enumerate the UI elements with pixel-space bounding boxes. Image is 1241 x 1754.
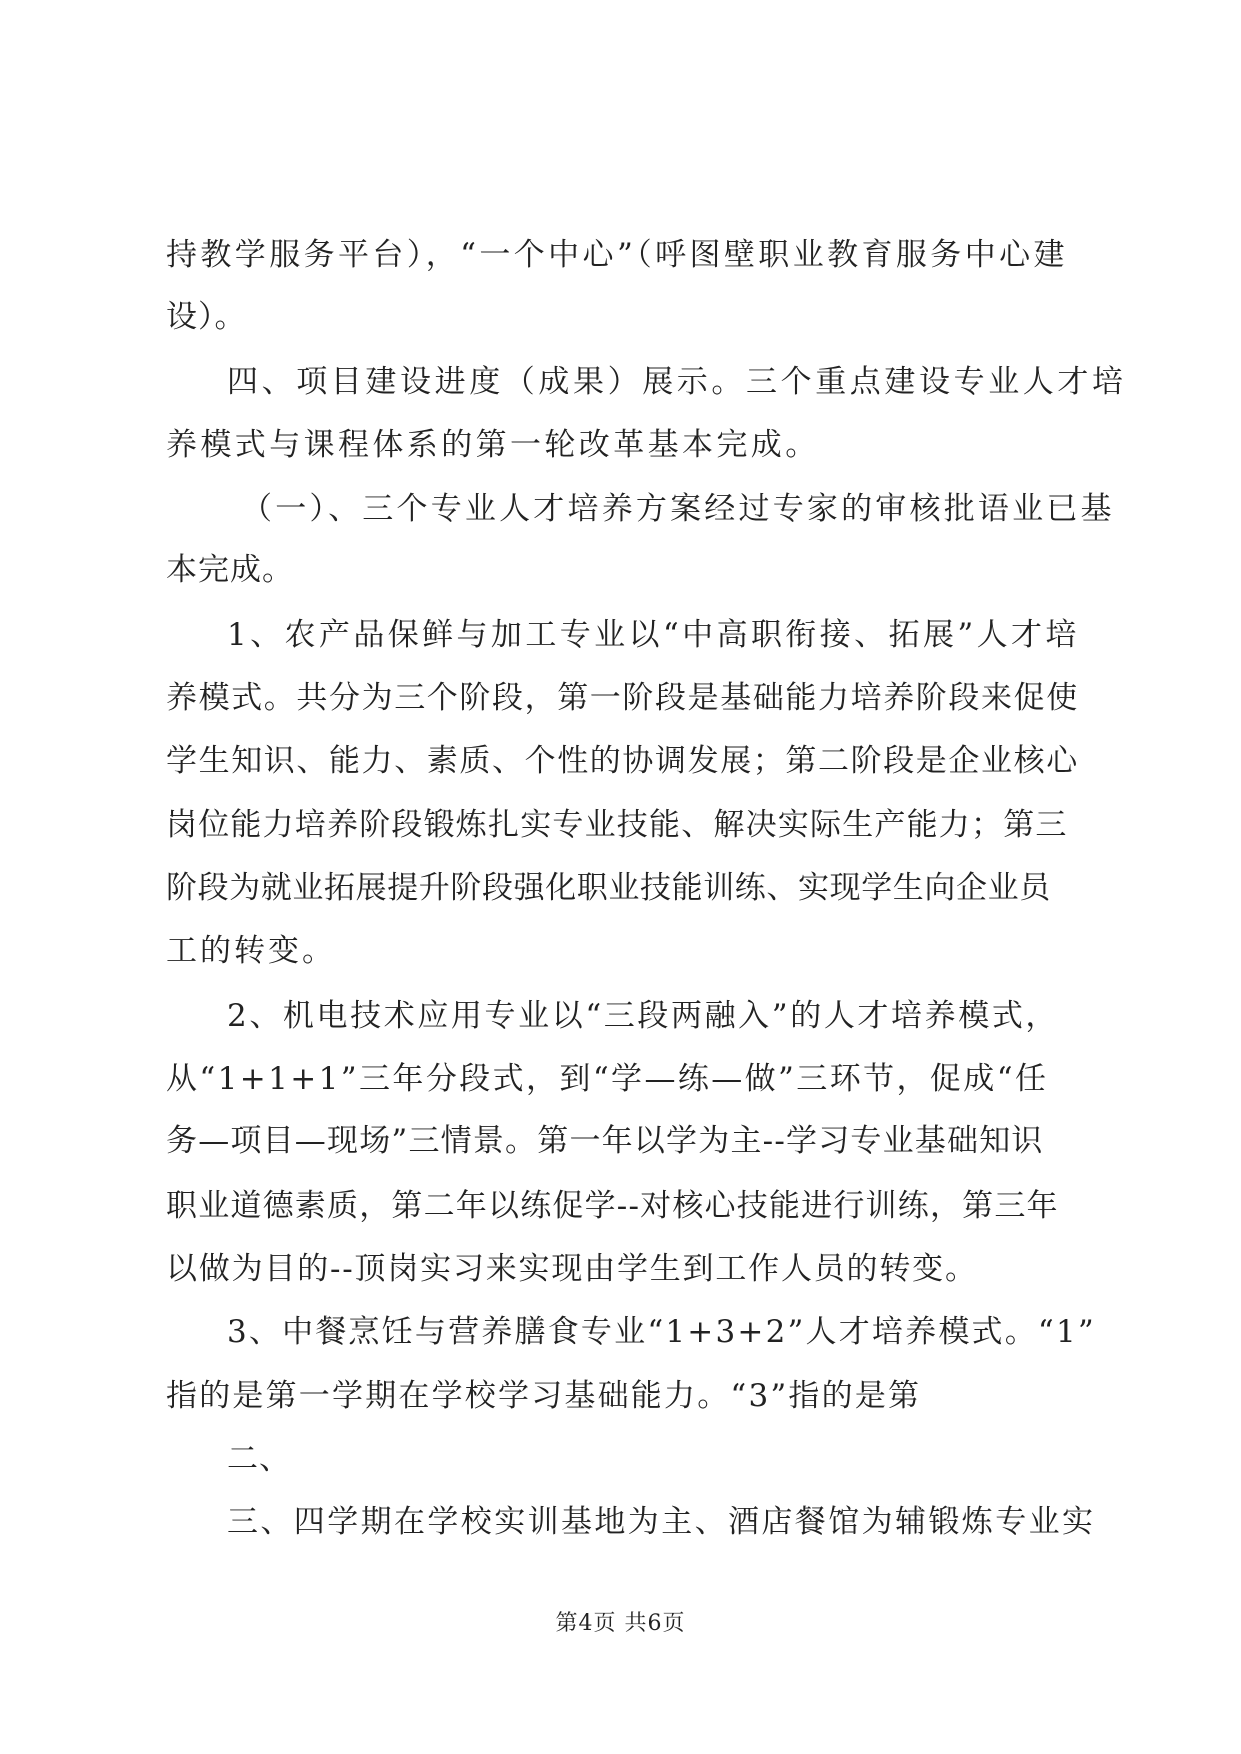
body-text-line: 养模式。共分为三个阶段，第一阶段是基础能力培养阶段来促使 [166, 680, 1079, 716]
body-text-line: 持教学服务平台），“一个中心”（呼图壁职业教育服务中心建 [166, 237, 1068, 273]
body-text-line: 以做为目的--顶岗实习来实现由学生到工作人员的转变。 [166, 1251, 978, 1287]
body-text-line: 设）。 [166, 299, 247, 335]
body-text-line: 二、 [227, 1441, 291, 1477]
page-footer: 第4页 共6页 [555, 1611, 686, 1636]
body-text-line: 阶段为就业拓展提升阶段强化职业技能训练、实现学生向企业员 [166, 870, 1051, 906]
body-text-line: 本完成。 [166, 552, 294, 588]
body-text-line: 务—项目—现场”三情景。第一年以学为主--学习专业基础知识 [166, 1123, 1044, 1159]
body-text-line: 指的是第一学期在学校学习基础能力。“3”指的是第 [166, 1378, 922, 1414]
body-text-line: 岗位能力培养阶段锻炼扎实专业技能、解决实际生产能力；第三 [166, 807, 1068, 843]
body-text-line: 从“1+1+1”三年分段式，到“学—练—做”三环节，促成“任 [166, 1061, 1049, 1097]
subsection-heading: （一）、三个专业人才培养方案经过专家的审核批语业已基 [241, 491, 1115, 527]
list-item-text: 1、农产品保鲜与加工专业以“中高职衔接、拓展”人才培 [227, 617, 1080, 653]
section-heading: 四、项目建设进度（成果）展示。三个重点建设专业人才培 [227, 364, 1127, 400]
body-text-line: 工的转变。 [166, 933, 336, 969]
list-item-text: 2、机电技术应用专业以“三段两融入”的人才培养模式， [227, 998, 1060, 1034]
list-item-text: 3、中餐烹饪与营养膳食专业“1+3+2”人才培养模式。“1” [227, 1314, 1096, 1350]
body-text-line: 学生知识、能力、素质、个性的协调发展；第二阶段是企业核心 [166, 743, 1079, 779]
body-text-line: 职业道德素质，第二年以练促学--对核心技能进行训练，第三年 [166, 1188, 1059, 1224]
body-text-line: 三、四学期在学校实训基地为主、酒店餐馆为辅锻炼专业实 [227, 1504, 1096, 1540]
body-text-line: 养模式与课程体系的第一轮改革基本完成。 [166, 427, 820, 463]
